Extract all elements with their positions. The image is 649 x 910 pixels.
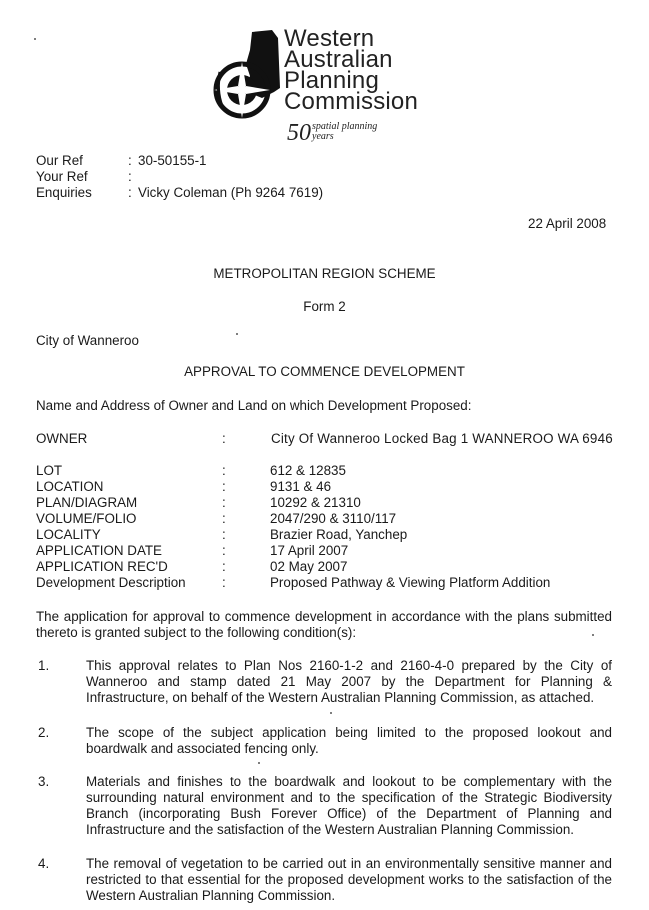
- detail-value: 10292 & 21310: [270, 495, 361, 510]
- document-page: Western Australian Planning Commission 50 spatial planning years Our Ref : 30-50155-1 Your Ref : Enquiries : Vicky Coleman (Ph 9264 7619) 22 April 2008 METROPOLITAN REGION SCHEME Form 2 City of Wanneroo APPROVAL TO COMMENCE DEVELOPMENT Name and Address of Owner and Land on which Development Proposed: OWNER : City Of Wanneroo Locked Bag 1 WANNEROO WA 6946 LOT : 612 & 12835 LOCATION : 9131 & 46 PLAN/DIAGRAM : 10292 & 21310 VOLUME/FOLIO : 2047/290 & 3110/117 LOCALITY : Brazier Road, Yanchep APPLICATION DATE : 17 April 2007 APPLICATION REC'D : 02 May 2007 Development Description : Proposed Pathway & Viewing Platform Addition The application for approval to commence development in accordance with the plans submitted thereto is granted subject to the following condition(s): 1. This approval relates to Plan Nos 2160-1-2 and 2160-4-0 prepared by the City of Wanneroo and stamp dated 21 May 2007 by the Department for Planning & Infrastructure, on behalf of the Western Australian Planning Commission, as attached. 2. The scope of the subject application being limited to the proposed lookout and boardwalk and associated fencing only. 3. Materials and finishes to the boardwalk and lookout to be complementary with the surrounding natural environment and to the specification of the Strategic Biodiversity Branch (incorporating Bush Forever Office) of the Department of Planning and Infrastructure and the satisfaction of the Western Australian Planning Commission. 4. The removal of vegetation to be carried out in an environmentally sensitive manner and restricted to that essential for the proposed development works to the satisfaction of the Western Australian Planning Commission.: [0, 0, 649, 910]
- logo-line: Commission: [284, 88, 419, 115]
- condition-text: The removal of vegetation to be carried out in an environmentally sensitive manner and restricted to that essential for the proposed development works to the satisfaction of the Western Australian Planning Commission.: [86, 856, 612, 903]
- detail-value: 2047/290 & 3110/117: [270, 511, 397, 526]
- detail-value: 02 May 2007: [270, 559, 348, 574]
- australia-map-emblem-icon: [212, 28, 294, 132]
- scan-speck: [330, 712, 332, 714]
- condition-number: 4.: [38, 856, 50, 871]
- logo-line: Planning: [284, 67, 380, 94]
- anniversary-tagline: spatial planning years: [312, 121, 378, 142]
- ref-row-your-ref: Your Ref :: [36, 169, 132, 184]
- detail-value: 17 April 2007: [270, 543, 349, 558]
- scan-speck: [34, 38, 36, 40]
- ref-label: Enquiries: [36, 185, 92, 200]
- detail-label: PLAN/DIAGRAM: [36, 495, 138, 510]
- wapc-name: [284, 25, 419, 115]
- form-label: Form 2: [303, 299, 346, 314]
- detail-label: APPLICATION REC'D: [36, 559, 168, 574]
- condition-text: The scope of the subject application being limited to the proposed lookout and boardwalk and associated fencing only.: [86, 725, 612, 756]
- condition-text: This approval relates to Plan Nos 2160-1-2 and 2160-4-0 prepared by the City of Wanneroo and stamp dated 21 May 2007 by the Department for Planning & Infrastructure, on behalf of the Western Australian Planning Commission, as attached.: [86, 658, 612, 705]
- scheme-heading: METROPOLITAN REGION SCHEME: [213, 266, 436, 281]
- approval-title: APPROVAL TO COMMENCE DEVELOPMENT: [184, 364, 465, 379]
- detail-value: 9131 & 46: [270, 479, 332, 494]
- detail-label: LOCATION: [36, 479, 104, 494]
- condition-text: Materials and finishes to the boardwalk and lookout to be complementary with the surrounding natural environment and to the specification of the Strategic Biodiversity Branch (incorporating Bush Forever Office) of the Department of Planning and Infrastructure and the satisfaction of the Western Australian Planning Commission.: [86, 774, 612, 837]
- detail-value: Proposed Pathway & Viewing Platform Addition: [270, 575, 551, 590]
- ref-value: Vicky Coleman (Ph 9264 7619): [138, 185, 324, 200]
- ref-row-our-ref: Our Ref : 30-50155-1: [36, 153, 207, 168]
- wapc-logo: [212, 22, 442, 150]
- ref-value: 30-50155-1: [138, 153, 207, 168]
- approval-statement: The application for approval to commence development in accordance with the plans submitted thereto is granted subject to the following condition(s):: [36, 609, 612, 640]
- condition-number: 1.: [38, 658, 50, 673]
- detail-value: 612 & 12835: [270, 463, 346, 478]
- detail-row-owner: OWNER : City Of Wanneroo Locked Bag 1 WANNEROO WA 6946: [36, 431, 616, 463]
- ref-row-enquiries: Enquiries : Vicky Coleman (Ph 9264 7619): [36, 185, 324, 200]
- detail-value: Brazier Road, Yanchep: [270, 527, 408, 542]
- logo-line: Western: [284, 25, 375, 52]
- logo-line: Australian: [284, 46, 393, 73]
- ref-label: Your Ref: [36, 169, 88, 184]
- detail-label: Development Description: [36, 575, 186, 590]
- scan-speck: [258, 762, 260, 764]
- scan-speck: [236, 333, 238, 335]
- anniversary-number: 50: [287, 120, 311, 146]
- detail-label: APPLICATION DATE: [36, 543, 162, 558]
- condition-number: 2.: [38, 725, 50, 740]
- detail-value: City Of Wanneroo Locked Bag 1 WANNEROO WA 6946: [271, 431, 613, 446]
- letter-date: 22 April 2008: [528, 216, 607, 231]
- scan-speck: [592, 634, 594, 636]
- detail-label: VOLUME/FOLIO: [36, 511, 137, 526]
- detail-label: OWNER: [36, 431, 88, 446]
- council-name: City of Wanneroo: [36, 333, 139, 348]
- condition-number: 3.: [38, 774, 50, 789]
- owner-land-intro: Name and Address of Owner and Land on which Development Proposed:: [36, 398, 472, 413]
- ref-label: Our Ref: [36, 153, 83, 168]
- detail-label: LOCALITY: [36, 527, 101, 542]
- detail-label: LOT: [36, 463, 63, 478]
